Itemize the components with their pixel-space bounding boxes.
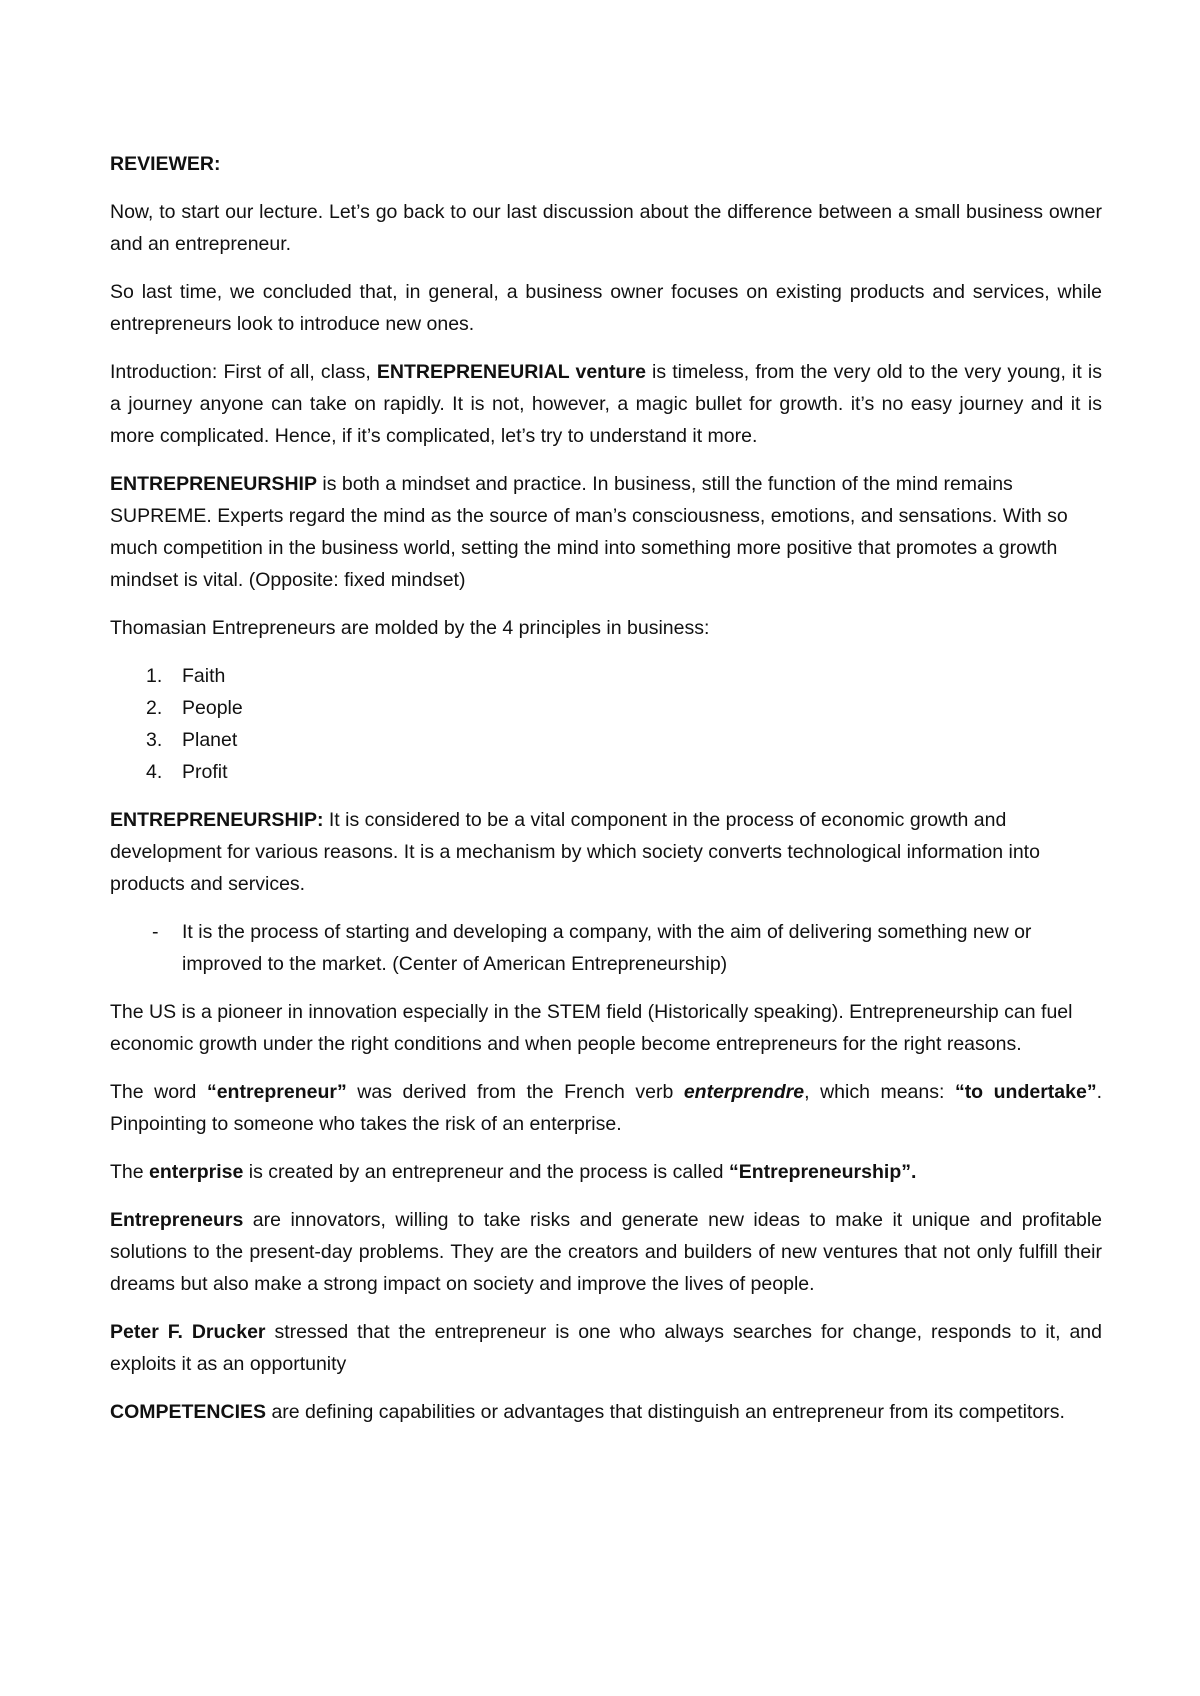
- paragraph-entrepreneurship-mindset: ENTREPRENEURSHIP is both a mindset and practice. In business, still the function of the mind remains SUPREME. Experts regard the mind as the source of man’s consciousness, emotions, and sensations. With so much competition in the business world, setting the mind into something more positive that promotes a growth mindset is vital. (Opposite: fixed mindset): [110, 473, 1068, 591]
- list-item: 3. Planet: [146, 729, 238, 751]
- paragraph-enterprise: The enterprise is created by an entrepreneur and the process is called “Entrepreneurship”.: [110, 1161, 917, 1183]
- paragraph-drucker: Peter F. Drucker stressed that the entrepreneur is one who always searches for change, responds to it, and exploits it as an opportunity: [110, 1321, 1102, 1375]
- paragraph-thomasian-principles: Thomasian Entrepreneurs are molded by the 4 principles in business:: [110, 617, 710, 639]
- paragraph-competencies: COMPETENCIES are defining capabilities or advantages that distinguish an entrepreneur from its competitors.: [110, 1401, 1065, 1423]
- list-item: 4. Profit: [146, 761, 228, 783]
- paragraph-us-pioneer: The US is a pioneer in innovation especially in the STEM field (Historically speaking). Entrepreneurship can fuel economic growth under the right conditions and when people become entrepreneurs for the right reasons.: [110, 1001, 1073, 1055]
- list-item: 1. Faith: [146, 665, 226, 687]
- paragraph-entrepreneurship-definition: ENTREPRENEURSHIP: It is considered to be a vital component in the process of economic growth and development for various reasons. It is a mechanism by which society converts technological information into products and services.: [110, 809, 1040, 895]
- list-item: 2. People: [146, 697, 243, 719]
- paragraph-lecture-start: Now, to start our lecture. Let’s go back to our last discussion about the difference between a small business owner and an entrepreneur.: [110, 201, 1102, 255]
- document-heading: REVIEWER:: [110, 153, 221, 175]
- paragraph-entrepreneurs: Entrepreneurs are innovators, willing to take risks and generate new ideas to make it unique and profitable solutions to the present-day problems. They are the creators and builders of new ventures that not only fulfill their dreams but also make a strong impact on society and improve the lives of people.: [110, 1209, 1102, 1295]
- paragraph-word-origin: The word “entrepreneur” was derived from the French verb enterprendre, which means: “to undertake”. Pinpointing to someone who takes the risk of an enterprise.: [110, 1081, 1102, 1135]
- principles-list: [110, 660, 1102, 788]
- paragraph-introduction: Introduction: First of all, class, ENTREPRENEURIAL venture is timeless, from the very old to the very young, it is a journey anyone can take on rapidly. It is not, however, a magic bullet for growth. it’s no easy journey and it is more complicated. Hence, if it’s complicated, let’s try to understand it more.: [110, 361, 1102, 447]
- paragraph-last-time: So last time, we concluded that, in general, a business owner focuses on existing products and services, while entrepreneurs look to introduce new ones.: [110, 281, 1102, 335]
- dash-list-item: - It is the process of starting and developing a company, with the aim of delivering something new or improved to the market. (Center of American Entrepreneurship): [152, 921, 1032, 975]
